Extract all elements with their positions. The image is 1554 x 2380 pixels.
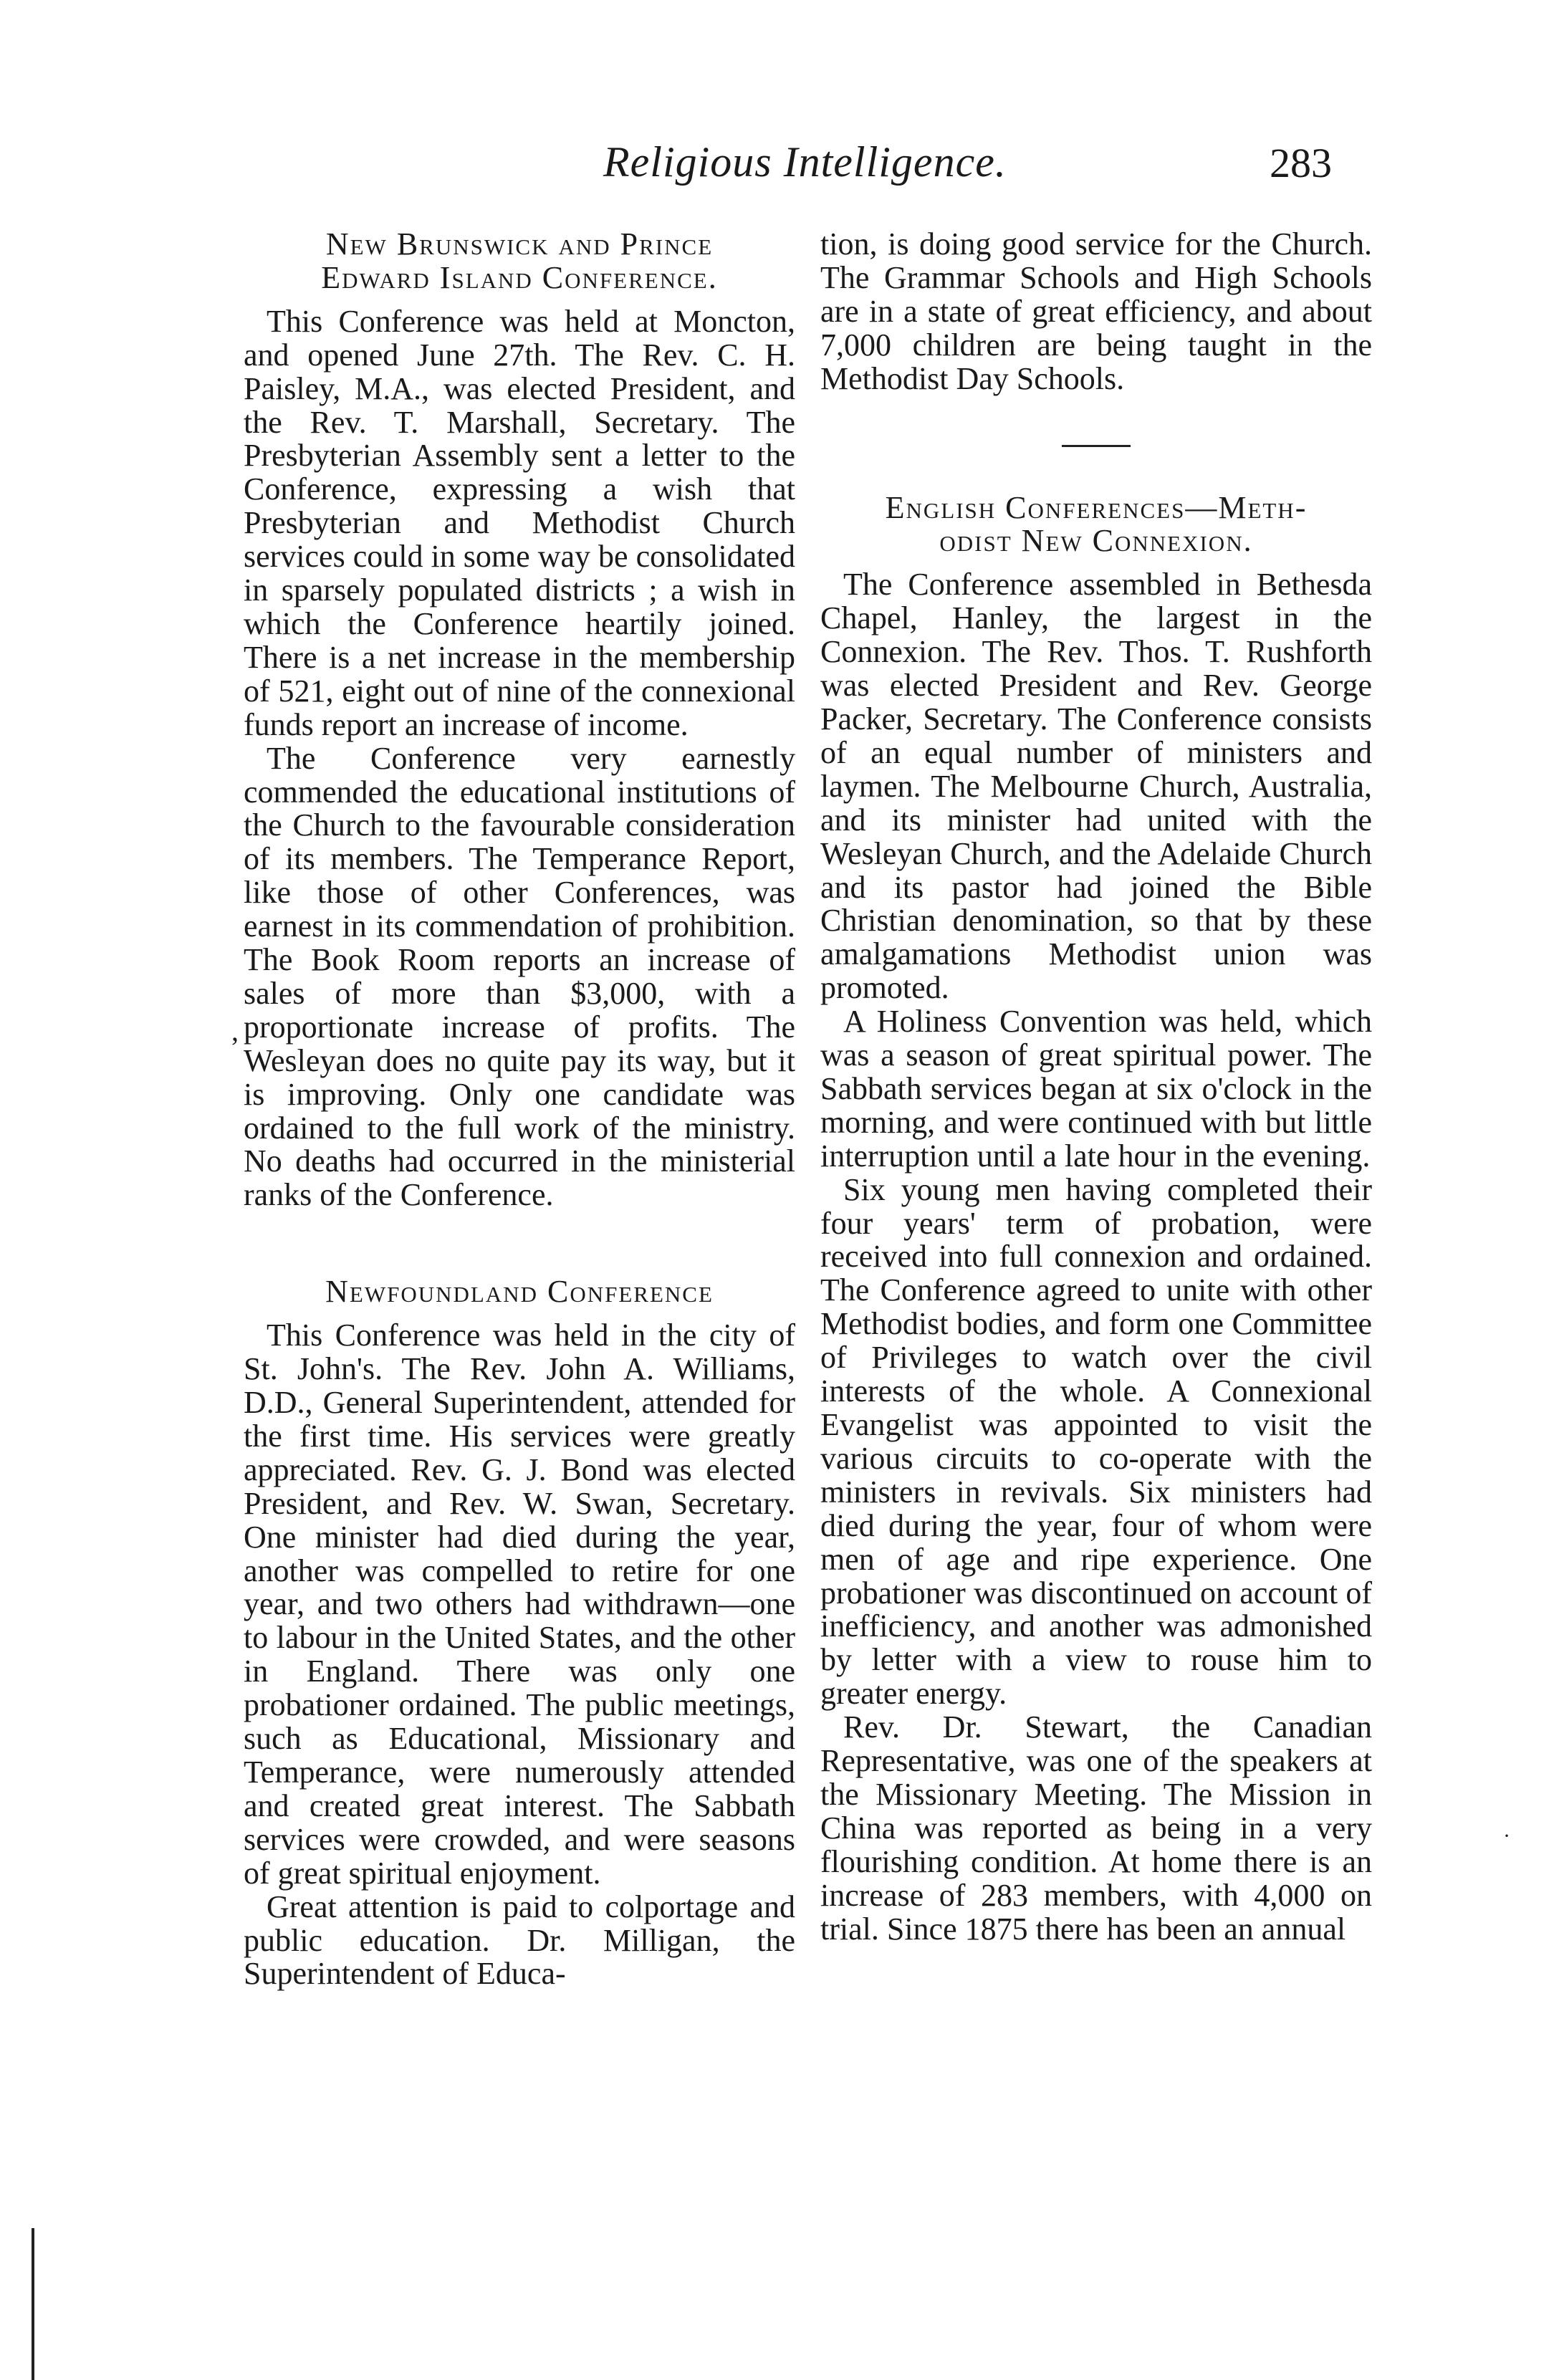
section-heading-new-brunswick (244, 228, 795, 295)
heading-line: New Brunswick and Prince (325, 226, 714, 261)
paragraph: This Conference was held at Moncton, and opened June 27th. The Rev. C. H. Paisley, M.A., was elected President, and the Rev. T. Marshall, Secretary. The Presbyterian Assembly sent a letter to the Conference, expressing a wish that Presbyterian and Methodist Church services could in some way be consolidated in sparsely populated districts ; a wish in which the Conference heartily joined. There is a net increase in the membership of 521, eight out of nine of the connexional funds report an increase of income. (244, 303, 795, 742)
paragraph: This Conference was held in the city of St. John's. The Rev. John A. Williams, D.D., General Superintendent, attended for the first time. His services were greatly appreciated. Rev. G. J. Bond was elected President, and Rev. W. Swan, Secretary. One minister had died during the year, another was compelled to retire for one year, and two others had withdrawn—one to labour in the United States, and the other in England. There was only one probationer ordained. The public meetings, such as Educational, Missionary and Temperance, were numerously attended and created great interest. The Sabbath services were crowded, and were seasons of great spiritual enjoyment. (244, 1318, 795, 1891)
heading-line: Edward Island Conference. (321, 259, 718, 295)
paragraph: The Conference assembled in Bethesda Chapel, Hanley, the largest in the Connexion. The Rev. Thos. T. Rushforth was elected President and Rev. George Packer, Secretary. The Conference consists of an equal number of ministers and laymen. The Melbourne Church, Australia, and its minister had united with the Wesleyan Church, and the Adelaide Church and its pastor had joined the Bible Christian denomination, so that by these amalgamations Methodist union was promoted. (820, 567, 1372, 1006)
left-column (244, 228, 795, 1991)
heading-line: odist New Connexion. (939, 523, 1253, 559)
section-gap (244, 1212, 795, 1275)
section-divider-rule (1062, 445, 1131, 447)
paragraph: The Conference very earnestly commended the educational institutions of the Church to the favourable consideration of its members. The Temperance Report, like those of other Conferences, was earnest in its commendation of prohibition. The Book Room reports an increase of sales of more than $3,000, with a proportionate increase of profits. The Wesleyan does no quite pay its way, but it is improving. Only one candidate was ordained to the full work of the ministry. No deaths had occurred in the ministerial ranks of the Conference. (244, 740, 795, 1213)
running-title: Religious Intelligence. (603, 138, 1007, 186)
margin-speck: · (1503, 1824, 1510, 1848)
section-heading-newfoundland: Newfoundland Conference (325, 1274, 714, 1310)
paragraph-continuation: tion, is doing good service for the Church. The Grammar Schools and High Schools are in a state of great efficiency, and about 7,000 children are being taught in the Methodist Day Schools. (820, 226, 1372, 396)
paragraph: A Holiness Convention was held, which was a season of great spiritual power. The Sabbath services began at six o'clock in the morning, and were continued with but little interruption until a late hour in the evening. (820, 1004, 1372, 1174)
section-heading-english-conferences (820, 491, 1372, 559)
margin-scan-line (32, 2228, 34, 2380)
paragraph: Great attention is paid to colportage and public education. Dr. Milligan, the Superintendent of Educa- (244, 1889, 795, 1992)
right-column (820, 228, 1372, 1947)
paragraph: Rev. Dr. Stewart, the Canadian Representative, was one of the speakers at the Missionary Meeting. The Mission in China was reported as being in a very flourishing condition. At home there is an increase of 283 members, with 4,000 on trial. Since 1875 there has been an annual (820, 1709, 1372, 1947)
margin-mark: ’ (230, 1031, 240, 1063)
heading-line: English Conferences—Meth- (885, 489, 1308, 525)
paragraph: Six young men having completed their four years' term of probation, were received into full connexion and ordained. The Conference agreed to unite with other Methodist bodies, and form one Committee of Privileges to watch over the civil interests of the whole. A Connexional Evangelist was appointed to visit the various circuits to co-operate with the ministers in revivals. Six ministers had died during the year, four of whom were men of age and ripe experience. One probationer was discontinued on account of inefficiency, and another was admonished by letter with a view to rouse him to greater energy. (820, 1171, 1372, 1712)
page-number: 283 (1270, 140, 1332, 186)
